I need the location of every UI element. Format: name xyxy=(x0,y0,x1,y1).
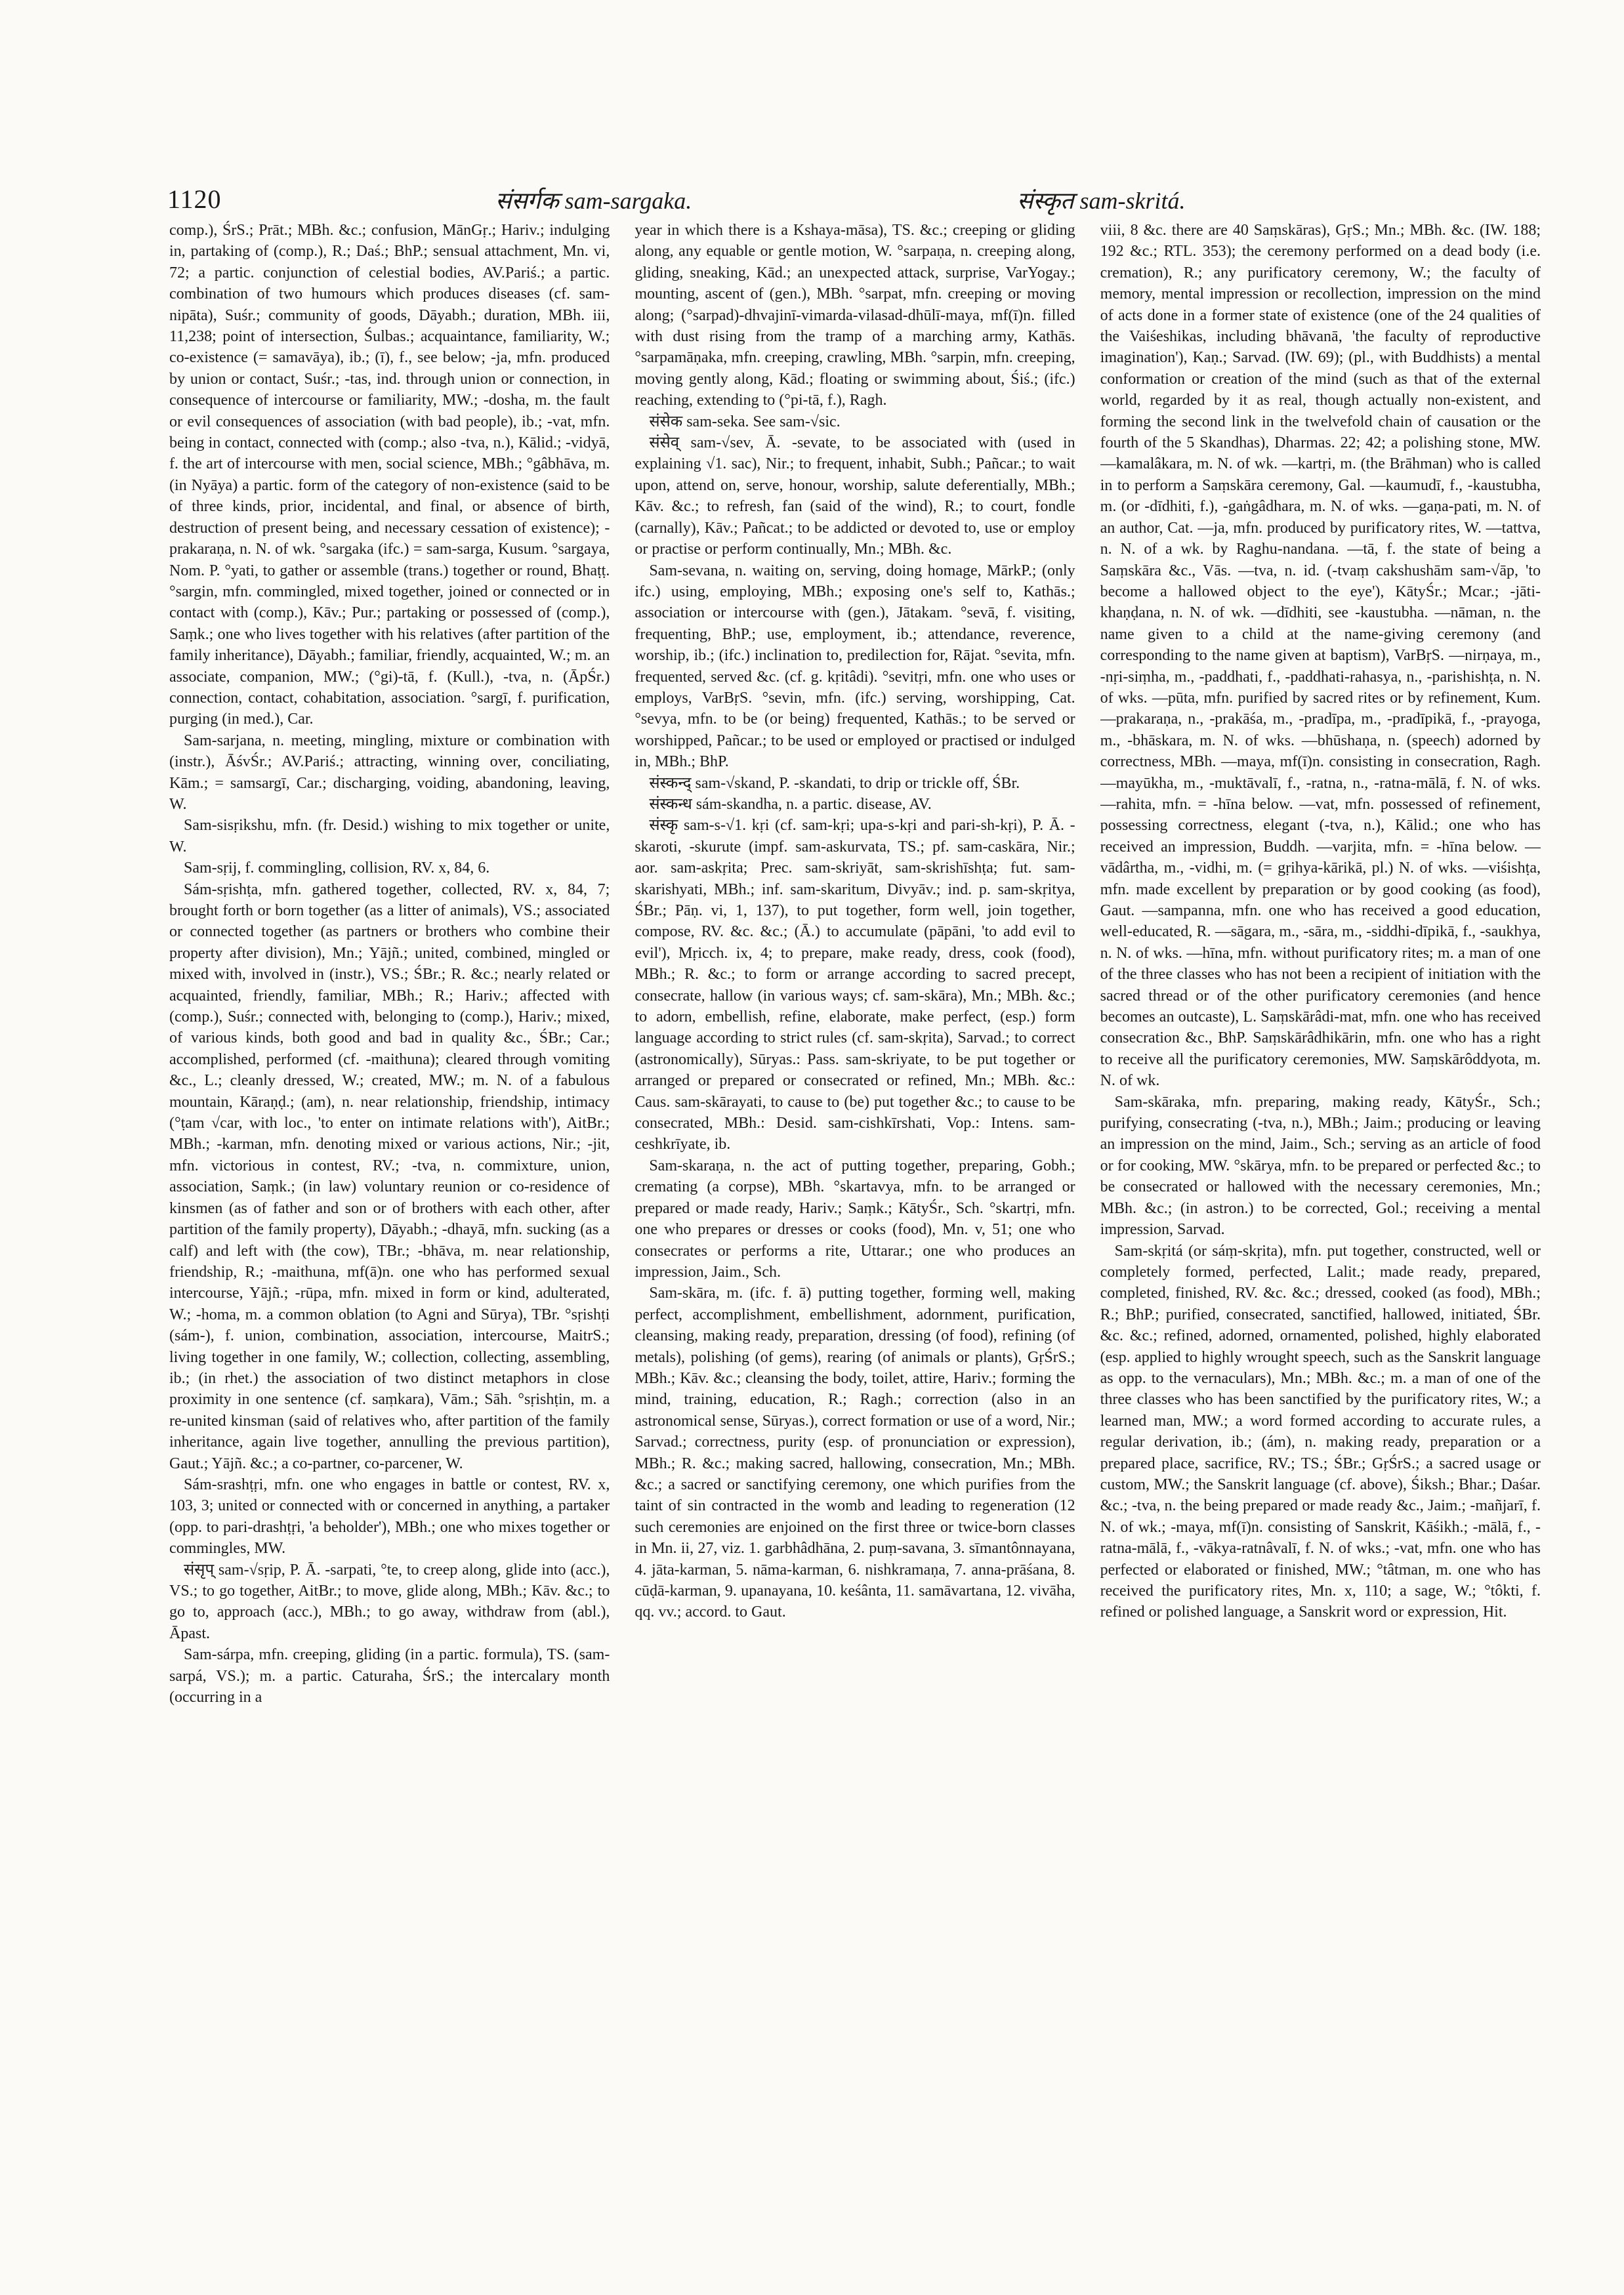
page-header xyxy=(167,184,1545,223)
page-number: 1120 xyxy=(167,184,222,214)
dictionary-entry: संस्कन्ध sám-skandha, n. a partic. disease, AV. xyxy=(649,795,932,813)
dictionary-entry: संसृप् sam-√sṛip, P. Ā. -sarpati, °te, to creep along, glide into (acc.), VS.; to go together, AitBr.; to move, glide along, MBh.; Kāv. &c.; to go to, approach (acc.), MBh.; to go away, withdraw from (abl.), Āpast. xyxy=(169,1561,610,1642)
dictionary-entry: year in which there is a Kshaya-māsa), TS. &c.; creeping or gliding along, any equable or gentle motion, W. °sarpaṇa, n. creeping along, gliding, sneaking, Kād.; an unexpected attack, surprise, VarYogay.; mounting, ascent of (gen.), MBh. °sarpat, mfn. creeping or moving along; (°sarpad)-dhvajinī-vimarda-vilasad-dhūlī-maya, mf(ī)n. filled with dust rising from the tramp of a marching army, Kathās. °sarpamāṇaka, mfn. creeping, crawling, MBh. °sarpin, mfn. creeping, moving gently along, Kād.; floating or swimming about, Śiś.; (ifc.) reaching, extending to (°pi-tā, f.), Ragh. xyxy=(635,222,1075,409)
dictionary-entry: संसेव् sam-√sev, Ā. -sevate, to be associated with (used in explaining √1. sac), Nir.; to frequent, inhabit, Subh.; Pañcar.; to wait upon, attend on, serve, honour, worship, salute deferentially, MBh.; Kāv. &c.; to refresh, fan (said of the wind), R.; to court, fondle (carnally), Kāv.; Pañcat.; to be addicted or devoted to, use or employ or practise or perform continually, Mn.; MBh. &c. xyxy=(635,434,1075,558)
dictionary-entry: Sam-sevana, n. waiting on, serving, doing homage, MārkP.; (only ifc.) using, employing, MBh.; exposing one's self to, Kathās.; association or intercourse with (gen.), Jātakam. °sevā, f. visiting, frequenting, BhP.; use, employment, ib.; attendance, reverence, worship, ib.; (ifc.) inclination to, predilection for, Rājat. °sevita, mfn. frequented, served &c. (cf. g. kṛitâdi). °sevitṛi, mfn. one who uses or employs, VarBṛS. °sevin, mfn. (ifc.) serving, worshipping, Cat. °sevya, mfn. to be (or being) frequented, Kathās.; to be served or worshipped, Pañcar.; to be used or employed or practised or indulged in, MBh.; BhP. xyxy=(635,562,1075,771)
dictionary-entry: संस्कृ sam-s-√1. kṛi (cf. sam-kṛi; upa-s-kṛi and pari-sh-kṛi), P. Ā. -skaroti, -skurute (impf. sam-askurvata, TS.; pf. sam-caskāra, Nir.; aor. sam-askṛita; Prec. sam-skriyāt, sam-skrishīshṭa; fut. sam-skarishyati, MBh.; inf. sam-skaritum, Divyāv.; ind. p. sam-skṛitya, ŚBr.; Pāṇ. vi, 1, 137), to put together, form well, join together, compose, RV. &c. &c.; (Ā.) to accumulate (pāpāni, 'to add evil to evil'), Mṛicch. ix, 4; to prepare, make ready, dress, cook (food), MBh.; R. &c.; to form or arrange according to sacred precept, consecrate, hallow (in various ways; cf. sam-skāra), Mn.; MBh. &c.; to adorn, embellish, refine, elaborate, make perfect, (esp.) form language according to strict rules (cf. sam-skṛita), Sarvad.; to correct (astronomically), Sūryas.: Pass. sam-skriyate, to be put together or arranged or prepared or consecrated or refined, Mn.; MBh. &c.: Caus. sam-skārayati, to cause to (be) put together &c.; to cause to be consecrated, MBh.: Desid. sam-cishkīrshati, Vop.: Intens. sam-ceshkrīyate, ib. xyxy=(635,817,1075,1153)
dictionary-entry: Sam-sṛij, f. commingling, collision, RV. x, 84, 6. xyxy=(184,859,490,877)
dictionary-entry: Sam-skāra, m. (ifc. f. ā) putting together, forming well, making perfect, accomplishment, embellishment, adornment, purification, cleansing, making ready, preparation, dressing (of food), refining (of metals), polishing (of gems), rearing (of animals or plants), GṛŚrS.; MBh.; Kāv. &c.; cleansing the body, toilet, attire, Hariv.; forming the mind, training, education, R.; Ragh.; correction (also in an astronomical sense, Sūryas.), correct formation or use of a word, Nir.; Sarvad.; correctness, purity (esp. of pronunciation or expression), MBh.; R. &c.; making sacred, hallowing, consecration, Mn.; MBh. &c.; a sacred or sanctifying ceremony, one which purifies from the taint of sin contracted in the womb and leading to regeneration (12 such ceremonies are enjoined on the first three or twice-born classes in Mn. ii, 27, viz. 1. garbhâdhāna, 2. puṃ-savana, 3. sīmantônnayana, 4. jāta-karman, 5. nāma-karman, 6. nishkramaṇa, 7. anna-prāśana, 8. cūḍā-karman, 9. upanayana, 10. keśânta, 11. samāvartana, 12. vivāha, qq. vv.; accord. to Gaut. xyxy=(635,1285,1075,1621)
dictionary-entry: Sam-skāraka, mfn. preparing, making ready, KātyŚr., Sch.; purifying, consecrating (-tva, n.), MBh.; Jaim.; producing or leaving an impression on the mind, Jaim., Sch.; serving as an article of food or for cooking, MW. °skārya, mfn. to be prepared or perfected &c.; to be consecrated or hallowed with the necessary ceremonies, Mn.; MBh. &c.; (in astron.) to be corrected, Gol.; receiving a mental impression, Sarvad. xyxy=(1100,1093,1541,1239)
dictionary-entry: Sam-sisṛikshu, mfn. (fr. Desid.) wishing to mix together or unite, W. xyxy=(169,817,610,856)
text-columns xyxy=(169,220,1541,2181)
dictionary-entry: comp.), ŚrS.; Prāt.; MBh. &c.; confusion, MānGṛ.; Hariv.; indulging in, partaking of (comp.), R.; Daś.; BhP.; sensual attachment, Mn. vi, 72; a partic. conjunction of celestial bodies, AV.Pariś.; a partic. combination of two humours which produces diseases (cf. sam-nipāta), Suśr.; community of goods, Dāyabh.; duration, MBh. iii, 11,238; point of intersection, Śulbas.; acquaintance, familiarity, W.; co-existence (= samavāya), ib.; (ī), f., see below; -ja, mfn. produced by union or contact, Suśr.; -tas, ind. through union or connection, in consequence of intercourse or familiarity, MW.; -dosha, m. the fault or evil consequences of association (with bad people), ib.; -vat, mfn. being in contact, connected with (comp.; also -tva, n.), Kālid.; -vidyā, f. the art of intercourse with men, social science, MBh.; °gâbhāva, m. (in Nyāya) a partic. form of the category of non-existence (said to be of three kinds, prior, incidental, and final, or absence of birth, destruction of present being, and necessary cessation of existence); -prakaraṇa, n. N. of wk. °sargaka (ifc.) = sam-sarga, Kusum. °sargaya, Nom. P. °yati, to gather or assemble (trans.) together or round, Bhaṭṭ. °sargin, mfn. commingled, mixed together, joined or connected or in contact with (comp.), Kāv.; Pur.; partaking or possessed of (comp.), Saṃk.; one who lives together with his relatives (after partition of the family inheritance), Dāyabh.; familiar, friendly, acquainted, W.; m. an associate, companion, MW.; (°gi)-tā, f. (Kull.), -tva, n. (ĀpŚr.) connection, contact, cohabitation, association. °sargī, f. purification, purging (in med.), Car. xyxy=(169,222,610,728)
column-right xyxy=(1100,220,1541,2181)
dictionary-entry: Sam-skṛitá (or sáṃ-skṛita), mfn. put together, constructed, well or completely formed, perfected, Lalit.; made ready, prepared, completed, finished, RV. &c. &c.; dressed, cooked (as food), MBh.; R.; BhP.; purified, consecrated, sanctified, hallowed, initiated, ŚBr. &c. &c.; refined, adorned, ornamented, polished, highly elaborated (esp. applied to highly wrought speech, such as the Sanskrit language as opp. to the vernaculars), Mn.; MBh. &c.; m. a man of one of the three classes who has been sanctified by the purificatory rites, W.; a learned man, MW.; a word formed according to accurate rules, a regular derivation, ib.; (ám), n. making ready, preparation or a prepared place, sacrifice, RV.; TS.; ŚBr.; GṛŚrS.; a sacred usage or custom, MW.; the Sanskrit language (cf. above), Śiksh.; Bhar.; Daśar. &c.; -tva, n. the being prepared or made ready &c., Jaim.; -mañjarī, f. N. of wk.; -maya, mf(ī)n. consisting of Sanskrit, Kāśikh.; -mālā, f., -ratna-mālā, f., -vākya-ratnâvalī, f. N. of wks.; -vat, mfn. one who has perfected or elaborated or finished, MW.; °tâtman, m. one who has received the purificatory rites, Mn. x, 110; a sage, W.; °tôkti, f. refined or polished language, a Sanskrit word or expression, Hit. xyxy=(1100,1242,1541,1621)
dictionary-entry: Sám-sṛishṭa, mfn. gathered together, collected, RV. x, 84, 7; brought forth or born together (as a litter of animals), VS.; associated or connected together (as partners or brothers who combine their property after division), Mn.; Yājñ.; united, combined, mingled or mixed with, involved in (instr.), VS.; ŚBr.; R. &c.; nearly related or acquainted, friendly, familiar, MBh.; R.; Hariv.; affected with (comp.), Suśr.; connected with, belonging to (comp.), Hariv.; mixed, of various kinds, both good and bad in quality &c., ŚBr.; Car.; accomplished, performed (cf. -maithuna); cleared through vomiting &c., L.; cleanly dressed, W.; created, MW.; m. N. of a fabulous mountain, Kāraṇḍ.; (am), n. near relationship, friendship, intimacy (°ṭam √car, with loc., 'to enter on intimate relations with'), AitBr.; MBh.; -karman, mfn. denoting mixed or various actions, Nir.; -jit, mfn. victorious in contest, RV.; -tva, n. commixture, union, association, Saṃk.; (in law) voluntary reunion or co-residence of kinsmen (as of father and son or of brothers with each other, after partition of the family property), Dāyabh.; -dhayā, mfn. sucking (as a calf) and left with (the cow), TBr.; -bhāva, m. near relationship, friendship, R.; -maithuna, mf(ā)n. one who has performed sexual intercourse, Yājñ.; -rūpa, mfn. mixed in form or kind, adulterated, W.; -homa, m. a common oblation (to Agni and Sūrya), TBr. °sṛishṭi (sám-), f. union, combination, association, intercourse, MaitrS.; living together in one family, W.; collection, collecting, assembling, ib.; (in rhet.) the association of two distinct metaphors in close proximity in one sentence (cf. saṃkara), Vām.; Sāh. °sṛishṭin, m. a re-united kinsman (said of relatives who, after partition of the family inheritance, again live together, annulling the previous partition), Gaut.; Yājñ. &c.; a co-partner, co-parcener, W. xyxy=(169,880,610,1472)
dictionary-entry: संस्कन्द् sam-√skand, P. -skandati, to drip or trickle off, ŚBr. xyxy=(649,774,1020,792)
column-left xyxy=(169,220,610,2181)
column-middle xyxy=(635,220,1075,2181)
dictionary-entry: Sam-sarjana, n. meeting, mingling, mixture or combination with (instr.), ĀśvŚr.; AV.Pariś.; attracting, winning over, conciliating, Kām.; = samsargī, Car.; discharging, voiding, abandoning, leaving, W. xyxy=(169,732,610,813)
right-running-headword: संस्कृत sam-skritá. xyxy=(1017,188,1186,214)
dictionary-entry: Sám-srashṭṛi, mfn. one who engages in battle or contest, RV. x, 103, 3; united or connected with or concerned in anything, a partaker (opp. to pari-drashṭṛi, 'a beholder'), MBh.; one who mixes together or commingles, MW. xyxy=(169,1476,610,1558)
dictionary-entry: viii, 8 &c. there are 40 Saṃskāras), GṛS.; Mn.; MBh. &c. (IW. 188; 192 &c.; RTL. 353); the ceremony performed on a dead body (i.e. cremation), R.; any purificatory ceremony, W.; the faculty of memory, mental impression or recollection, impression on the mind of acts done in a former state of existence (one of the 24 qualities of the Vaiśeshikas, including bhāvanā, 'the faculty of reproductive imagination'), Kaṇ.; Sarvad. (IW. 69); (pl., with Buddhists) a mental conformation or creation of the mind (such as that of the external world, regarded by it as real, though actually non-existent, and forming the second link in the twelvefold chain of causation or the fourth of the 5 Skandhas), Dharmas. 22; 42; a polishing stone, MW. —kamalâkara, m. N. of wk. —kartṛi, m. (the Brāhman) who is called in to perform a Saṃskāra ceremony, Gal. —kaumudī, f., -kaustubha, m. (or -dīdhiti, f.), -gaṅgâdhara, m. N. of wks. —gaṇa-pati, m. N. of an author, Cat. —ja, mfn. produced by purificatory rites, W. —tattva, n. N. of a wk. by Raghu-nandana. —tā, f. the state of being a Saṃskāra &c., Vās. —tva, n. id. (-tvaṃ cakshushām sam-√āp, 'to become a hallowed object to the eye'), KātyŚr.; Mcar.; -jāti-khaṇḍana, n. N. of wk. —dīdhiti, see -kaustubha. —nāman, n. the name given to a child at the name-giving ceremony (and corresponding to the name given at baptism), VarBṛS. —nirṇaya, m., -nṛi-siṃha, m., -paddhati, f., -paddhati-rahasya, n., -parishishṭa, n. N. of wks. —pūta, mfn. purified by sacred rites or by refinement, Kum. —prakaraṇa, n., -prakāśa, m., -pradīpa, m., -pradīpikā, f., -prayoga, m., -bhāskara, m. N. of wks. —bhūshaṇa, n. (speech) adorned by correctness, MBh. —maya, mf(ī)n. consisting in consecration, Ragh. —mayūkha, m., -muktāvalī, f., -ratna, n., -ratna-mālā, f. N. of wks. —rahita, mfn. = -hīna below. —vat, mfn. possessed of refinement, possessing correctness, elegant (-tva, n.), Kālid.; one who has received an impression, Buddh. —varjita, mfn. = -hīna below. —vādârtha, m., -vidhi, m. (= gṛihya-kārikā, pl.) N. of wks. —viśishṭa, mfn. made excellent by preparation or by good cooking (as food), Gaut. —sampanna, mfn. one who has received a good education, well-educated, R. —sāgara, m., -sāra, m., -siddhi-dīpikā, f., -saukhya, n. N. of wks. —hīna, mfn. without purificatory rites; m. a man of one of the three classes who has not been a recipient of initiation with the sacred thread or of the other purificatory ceremonies (and hence becomes an outcaste), L. Saṃskārâdi-mat, mfn. one who has received consecration &c., BhP. Saṃskārâdhikārin, mfn. one who has a right to receive all the purificatory ceremonies, MW. Saṃskārôddyota, m. N. of wk. xyxy=(1100,222,1541,1090)
left-running-headword: संसर्गक sam-sargaka. xyxy=(495,188,692,214)
dictionary-entry: Sam-sárpa, mfn. creeping, gliding (in a partic. formula), TS. (sam-sarpá, VS.); m. a partic. Caturaha, ŚrS.; the intercalary month (occurring in a xyxy=(169,1646,610,1706)
dictionary-entry: संसेक sam-seka. See sam-√sic. xyxy=(649,413,841,430)
dictionary-entry: Sam-skaraṇa, n. the act of putting together, preparing, Gobh.; cremating (a corpse), MBh. °skartavya, mfn. to be arranged or prepared or made ready, Hariv.; Saṃk.; KātyŚr., Sch. °skartṛi, mfn. one who prepares or dresses or cooks (food), Mn. v, 51; one who consecrates or performs a rite, Uttarar.; one who produces an impression, Jaim., Sch. xyxy=(635,1157,1075,1281)
